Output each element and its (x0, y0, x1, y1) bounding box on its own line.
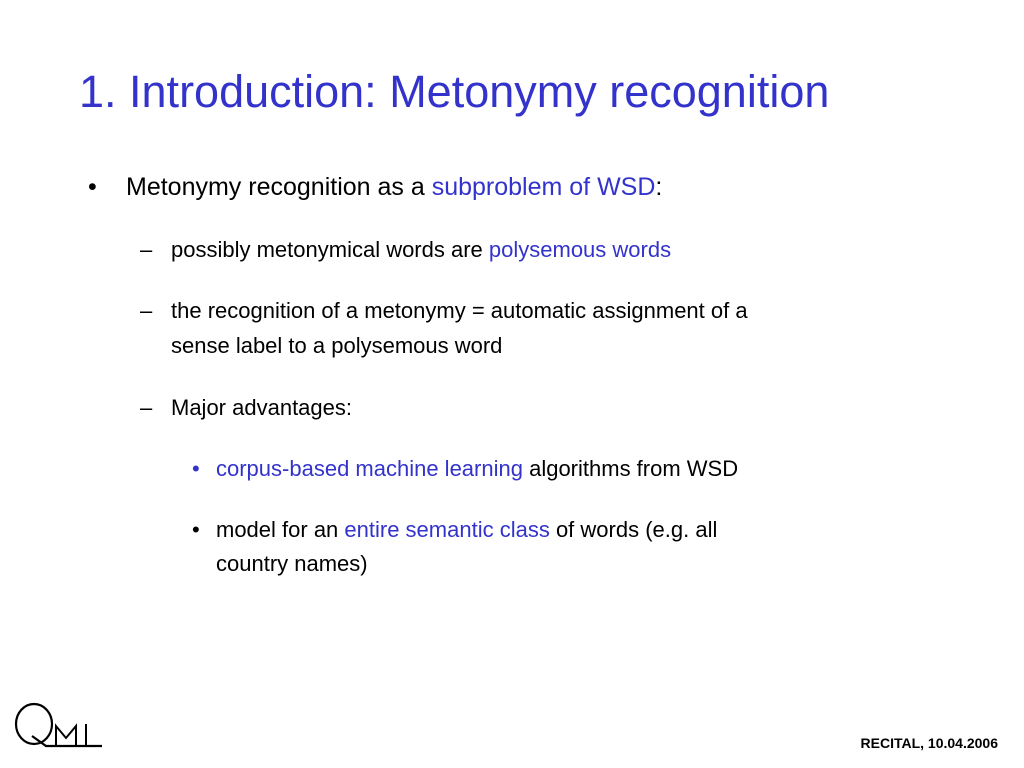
slide-title: 1. Introduction: Metonymy recognition (79, 66, 830, 117)
bullet-text: algorithms from WSD (522, 456, 739, 481)
bullet-subproblem-of-wsd (126, 172, 662, 202)
bullet-marker: • (192, 456, 200, 481)
dash-marker: – (140, 298, 153, 323)
bullet-marker: • (192, 517, 200, 542)
bullet-text: of words (e.g. all (549, 517, 718, 542)
footer-conference-date: RECITAL, 10.04.2006 (860, 735, 998, 751)
highlight-text: corpus-based machine learning (216, 456, 523, 481)
bullet-text: model for an (216, 517, 345, 542)
highlight-text: subproblem of WSD (431, 173, 656, 201)
bullet-marker: • (88, 173, 97, 201)
subbullet-recognition-line-1: the recognition of a metonymy = automatic assignment of a (171, 298, 748, 323)
subsubbullet-corpus-based (216, 455, 738, 483)
dash-marker: – (140, 395, 153, 420)
bullet-text: possibly metonymical words are (171, 237, 489, 262)
subsubbullet-semantic-class-line-2: country names) (216, 551, 368, 576)
highlight-text: polysemous words (488, 237, 672, 262)
bullet-text: Metonymy recognition as a (126, 173, 432, 201)
subbullet-polysemous-words (171, 236, 671, 264)
qml-logo (8, 688, 108, 762)
bullet-text: : (655, 173, 663, 201)
subsubbullet-semantic-class-line-1 (216, 516, 717, 544)
subbullet-recognition-line-2: sense label to a polysemous word (171, 333, 503, 358)
highlight-text: entire semantic class (344, 517, 550, 542)
dash-marker: – (140, 237, 153, 262)
subbullet-major-advantages: Major advantages: (171, 395, 352, 420)
